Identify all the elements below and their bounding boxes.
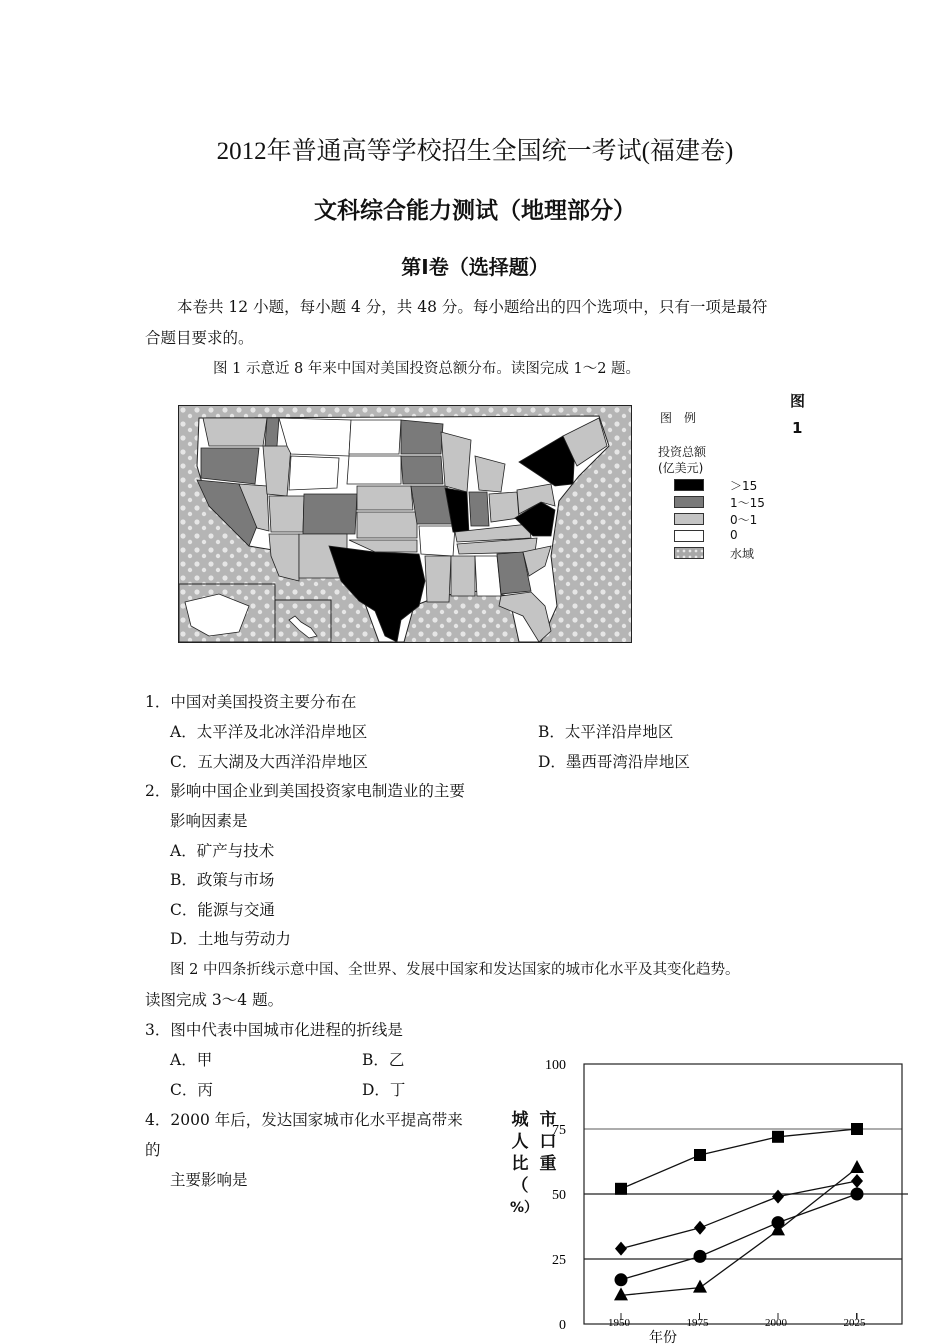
q4-stem-b: 的 (145, 1141, 161, 1159)
point-circle (615, 1273, 628, 1286)
ylabel-char: 城 (511, 1110, 529, 1130)
point-triangle (850, 1160, 864, 1173)
ylabel-char: 重 (539, 1154, 557, 1174)
intro-line-2: 合题目要求的。 (145, 329, 254, 347)
series-line-circle (621, 1194, 857, 1280)
q4-stem-a: 4．2000 年后，发达国家城市化水平提高带来 (145, 1111, 463, 1129)
q3-option-c: C．丙 (170, 1081, 213, 1099)
y-tick-label: 75 (552, 1123, 566, 1138)
figure2-caption-b: 读图完成 3～4 题。 (145, 991, 284, 1009)
figure1-caption: 图 1 示意近 8 年来中国对美国投资总额分布。读图完成 1～2 题。 (213, 361, 641, 377)
legend-subtitle-b: (亿美元) (658, 461, 704, 475)
x-tick-label: 1975 (686, 1317, 709, 1329)
legend-label-water: 水域 (730, 547, 755, 561)
q1-option-c: C．五大湖及大西洋沿岸地区 (170, 753, 368, 771)
point-triangle (693, 1280, 707, 1293)
legend-label-zero: 0 (730, 528, 738, 542)
ylabel-char: 比 (511, 1154, 529, 1174)
q1-option-d: D．墨西哥湾沿岸地区 (538, 753, 690, 771)
x-tick-label: 2025 (843, 1317, 866, 1329)
point-circle (694, 1250, 707, 1263)
point-square (772, 1131, 784, 1143)
x-tick-label: 1950 (608, 1317, 630, 1329)
figure1-label-a: 图 (790, 392, 806, 410)
legend-swatch-1-15 (674, 496, 704, 508)
q2-option-b: B．政策与市场 (170, 871, 275, 889)
legend-label-0-1: 0～1 (730, 513, 758, 527)
q3-option-d: D．丁 (362, 1081, 406, 1099)
q2-stem-b: 影响因素是 (170, 812, 248, 830)
q2-option-d: D．土地与劳动力 (170, 930, 291, 948)
point-square (694, 1149, 706, 1161)
ylabel-char: （ (511, 1176, 529, 1196)
intro-line-1: 本卷共 12 小题，每小题 4 分，共 48 分。每小题给出的四个选项中，只有一项是最符 (177, 298, 768, 316)
legend-swatch-zero (674, 530, 704, 542)
q1-stem: 1．中国对美国投资主要分布在 (145, 693, 357, 711)
ylabel-char: 人 (511, 1132, 529, 1152)
q2-stem-a: 2．影响中国企业到美国投资家电制造业的主要 (145, 782, 465, 800)
us-investment-map (178, 405, 632, 643)
page-title: 2012年普通高等学校招生全国统一考试(福建卷) (216, 138, 734, 165)
page-subtitle: 文科综合能力测试（地理部分） (314, 198, 636, 224)
map-legend (656, 405, 786, 575)
legend-label-gt15: ＞15 (730, 479, 758, 493)
q3-option-b: B．乙 (362, 1051, 405, 1069)
legend-subtitle-a: 投资总额 (658, 445, 707, 459)
series-line-triangle (621, 1168, 857, 1295)
chart-plot (500, 1045, 920, 1344)
point-triangle (614, 1287, 628, 1300)
point-diamond (694, 1221, 706, 1235)
point-circle (851, 1188, 864, 1201)
legend-title: 图 例 (660, 411, 697, 425)
point-square (615, 1183, 627, 1195)
figure1-label-b: 1 (792, 419, 803, 437)
legend-label-1-15: 1～15 (730, 496, 765, 510)
us-map-graphic (179, 406, 631, 642)
section-title: 第Ⅰ卷（选择题） (401, 255, 549, 279)
q3-stem: 3．图中代表中国城市化进程的折线是 (145, 1021, 403, 1039)
point-diamond (772, 1190, 784, 1204)
series-line-square (621, 1129, 857, 1189)
q3-option-a: A．甲 (170, 1051, 213, 1069)
point-diamond (615, 1242, 627, 1256)
figure1-label (790, 390, 805, 437)
series-line-diamond (621, 1181, 857, 1249)
ylabel-char: 市 (539, 1110, 557, 1130)
legend-swatch-water (674, 547, 704, 559)
point-diamond (851, 1174, 863, 1188)
q2-option-a: A．矿产与技术 (170, 842, 275, 860)
figure2-caption-a: 图 2 中四条折线示意中国、全世界、发展中国家和发达国家的城市化水平及其变化趋势。 (170, 962, 740, 978)
urbanization-chart (500, 1045, 920, 1344)
q2-option-c: C．能源与交通 (170, 901, 275, 919)
y-tick-label: 50 (552, 1188, 566, 1203)
legend-swatch-gt15 (674, 479, 704, 491)
y-tick-label: 0 (559, 1318, 566, 1333)
y-tick-label: 25 (552, 1253, 566, 1268)
ylabel-char: 口 (539, 1132, 557, 1152)
ylabel-char: %） (510, 1200, 539, 1216)
y-tick-label: 100 (545, 1058, 566, 1073)
x-axis-label: 年份 (649, 1330, 677, 1344)
q4-stem-c: 主要影响是 (170, 1171, 248, 1189)
x-tick-label: 2000 (765, 1317, 787, 1329)
point-square (851, 1123, 863, 1135)
legend-swatch-0-1 (674, 513, 704, 525)
q1-option-a: A．太平洋及北冰洋沿岸地区 (170, 723, 368, 741)
q1-option-b: B．太平洋沿岸地区 (538, 723, 674, 741)
